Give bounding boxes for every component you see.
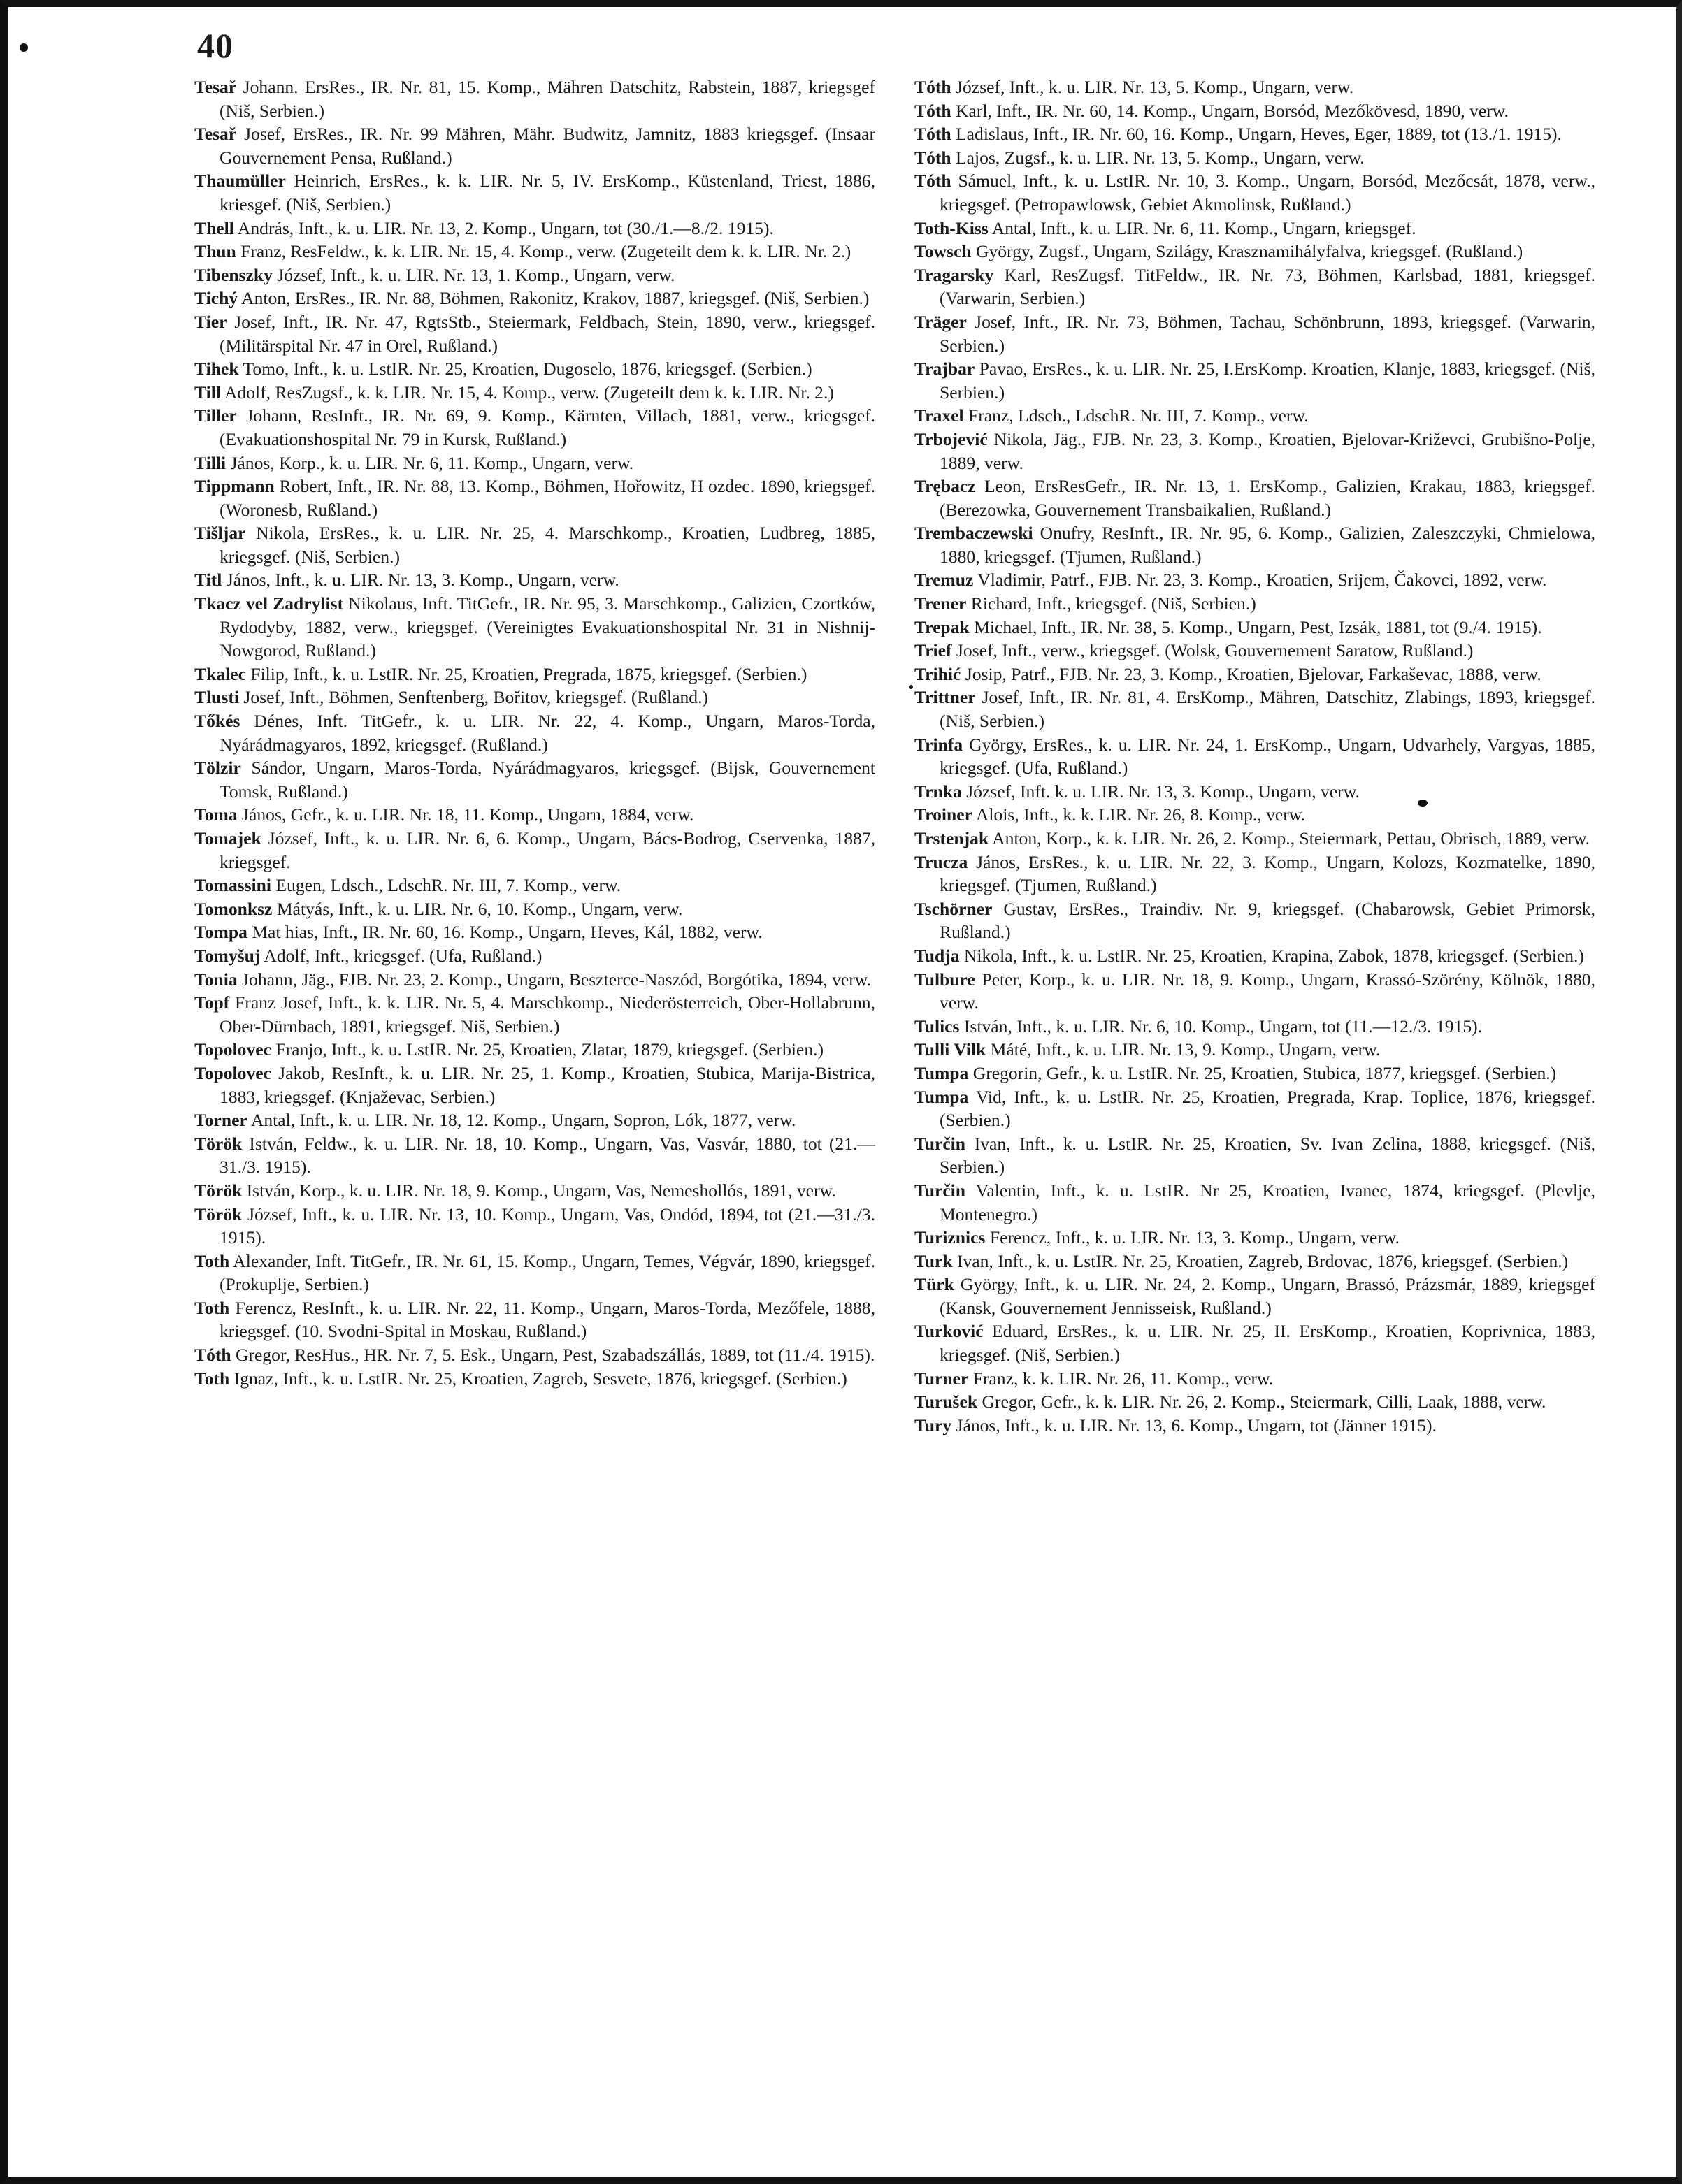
register-entry — [914, 733, 1595, 780]
entry-details: Dénes, Inft. TitGefr., k. u. LIR. Nr. 22, 4. Komp., Ungarn, Maros-Torda, Nyárádmagyaros, 1892, kriegsgef. (Rußland.) — [220, 711, 875, 755]
entry-surname: Titl — [194, 570, 222, 591]
entry-surname: Turk — [914, 1250, 953, 1271]
entry-surname: Trembaczewski — [914, 523, 1033, 544]
entry-details: József, Inft. k. u. LIR. Nr. 13, 3. Komp., Ungarn, verw. — [961, 781, 1360, 802]
entry-surname: Tulbure — [914, 969, 975, 990]
page-number: 40 — [197, 26, 233, 65]
entry-surname: Tkacz vel Zadrylist — [194, 593, 344, 614]
entry-details: Gustav, ErsRes., Traindiv. Nr. 9, kriegsgef. (Chabarowsk, Gebiet Primorsk, Rußland.) — [940, 898, 1595, 943]
entry-details: Nikola, Inft., k. u. LstIR. Nr. 25, Kroatien, Krapina, Zabok, 1878, kriegsgef. (Serbien.) — [959, 945, 1584, 966]
register-entry — [914, 1414, 1595, 1438]
entry-surname: Tulics — [914, 1015, 960, 1036]
entry-details: Adolf, ResZugsf., k. k. LIR. Nr. 15, 4. Komp., verw. (Zugeteilt dem k. k. LIR. Nr. 2.) — [220, 382, 834, 403]
entry-surname: Torner — [194, 1110, 247, 1131]
entry-details: Josef, Inft., IR. Nr. 81, 4. ErsKomp., Mähren, Datschitz, Zlabings, 1893, kriegsgef. (Niš, Serbien.) — [940, 687, 1595, 732]
entry-surname: Trittner — [914, 687, 976, 708]
register-entry — [914, 169, 1595, 216]
register-entry — [914, 357, 1595, 404]
entry-surname: Trębacz — [914, 476, 976, 497]
entry-details: Vid, Inft., k. u. LstIR. Nr. 25, Kroatien, Pregrada, Krap. Toplice, 1876, kriegsgef. (Serbien.) — [940, 1086, 1595, 1131]
register-entry — [914, 146, 1595, 170]
entry-surname: Trepak — [914, 616, 970, 637]
register-entry — [914, 827, 1595, 851]
entry-surname: Trucza — [914, 851, 968, 872]
entry-surname: Toth — [194, 1297, 230, 1318]
register-entry — [194, 568, 875, 592]
entry-surname: Tilli — [194, 452, 227, 473]
register-entry — [194, 169, 875, 216]
entry-details: András, Inft., k. u. LIR. Nr. 13, 2. Komp., Ungarn, tot (30./1.—8./2. 1915). — [233, 217, 774, 238]
register-entry — [194, 240, 875, 263]
entry-details: Franz, k. k. LIR. Nr. 26, 11. Komp., verw. — [968, 1368, 1274, 1389]
entry-details: Anton, Korp., k. k. LIR. Nr. 26, 2. Komp., Steiermark, Pettau, Obrisch, 1889, verw. — [989, 828, 1590, 848]
entry-surname: Tragarsky — [914, 264, 994, 285]
entry-details: Jakob, ResInft., k. u. LIR. Nr. 25, 1. Komp., Kroatien, Stubica, Marija-Bistrica, 1883, kriegsgef. (Knjaževac, Serbien.) — [220, 1062, 875, 1107]
entry-surname: Tóth — [914, 147, 951, 168]
register-entry — [194, 897, 875, 921]
register-entry — [914, 1015, 1595, 1039]
register-entry — [914, 521, 1595, 568]
register-entry — [194, 1343, 875, 1367]
entry-surname: Trajbar — [914, 359, 975, 379]
register-entry — [914, 310, 1595, 357]
entry-surname: Träger — [914, 311, 967, 332]
register-entry — [914, 122, 1595, 146]
entry-surname: Trstenjak — [914, 828, 989, 848]
entry-details: Karl, Inft., IR. Nr. 60, 14. Komp., Ungarn, Borsód, Mezőkövesd, 1890, verw. — [951, 100, 1509, 121]
entry-details: Josef, Inft., IR. Nr. 73, Böhmen, Tachau, Schönbrunn, 1893, kriegsgef. (Varwarin, Serbien.) — [940, 311, 1595, 356]
register-entry — [194, 357, 875, 381]
entry-details: Karl, ResZugsf. TitFeldw., IR. Nr. 73, Böhmen, Karlsbad, 1881, kriegsgef. (Varwarin, Serbien.) — [940, 264, 1595, 309]
entry-surname: Tóth — [194, 1345, 231, 1366]
register-entry — [194, 874, 875, 897]
register-entry — [194, 1038, 875, 1062]
register-entry — [914, 968, 1595, 1015]
entry-details: Anton, ErsRes., IR. Nr. 88, Böhmen, Rakonitz, Krakov, 1887, kriegsgef. (Niš, Serbien.) — [238, 288, 870, 309]
register-entry — [914, 475, 1595, 521]
entry-surname: Toth-Kiss — [914, 217, 989, 238]
entry-details: Adolf, Inft., kriegsgef. (Ufa, Rußland.) — [260, 945, 542, 966]
entry-details: Gregorin, Gefr., k. u. LstIR. Nr. 25, Kroatien, Stubica, 1877, kriegsgef. (Serbien.) — [968, 1062, 1557, 1083]
entry-details: Robert, Inft., IR. Nr. 88, 13. Komp., Böhmen, Hořowitz, H ozdec. 1890, kriegsgef. (Woronesb, Rußland.) — [220, 476, 875, 520]
entry-surname: Topolovec — [194, 1039, 271, 1060]
entry-details: Ivan, Inft., k. u. LstIR. Nr. 25, Kroatien, Zagreb, Brdovac, 1876, kriegsgef. (Serbien.) — [952, 1250, 1569, 1271]
entry-surname: Tlusti — [194, 687, 240, 708]
register-entry — [914, 568, 1595, 592]
entry-surname: Tompa — [194, 922, 247, 943]
register-entry — [914, 1179, 1595, 1226]
entry-surname: Tesař — [194, 124, 237, 145]
entry-details: Mátyás, Inft., k. u. LIR. Nr. 6, 10. Komp., Ungarn, verw. — [272, 898, 683, 919]
entry-details: Franz, Ldsch., LdschR. Nr. III, 7. Komp., verw. — [963, 405, 1309, 426]
entry-surname: Thell — [194, 217, 234, 238]
entry-surname: Tier — [194, 311, 227, 332]
register-entry — [914, 1226, 1595, 1250]
entry-surname: Turiznics — [914, 1227, 986, 1248]
entry-details: Gregor, ResHus., HR. Nr. 7, 5. Esk., Ungarn, Pest, Szabadszállás, 1889, tot (11./4. 1915). — [231, 1345, 875, 1366]
entry-details: János, Inft., k. u. LIR. Nr. 13, 3. Komp., Ungarn, verw. — [222, 570, 619, 591]
register-entry — [914, 1367, 1595, 1391]
entry-details: György, Inft., k. u. LIR. Nr. 24, 2. Komp., Ungarn, Brassó, Prázsmár, 1889, kriegsgef (Kansk, Gouvernement Jennisseisk, Rußland.) — [940, 1274, 1595, 1318]
entry-surname: Toth — [194, 1368, 230, 1389]
entry-surname: Tomassini — [194, 875, 272, 896]
register-entry — [194, 756, 875, 803]
entry-surname: Topf — [194, 992, 230, 1013]
entry-surname: Troiner — [914, 804, 972, 825]
entry-details: Josip, Patrf., FJB. Nr. 23, 3. Komp., Kroatien, Bjelovar, Farkaševac, 1888, verw. — [961, 663, 1541, 684]
entry-details: György, ErsRes., k. u. LIR. Nr. 24, 1. ErsKomp., Ungarn, Udvarhely, Vargyas, 1885, kriegsgef. (Ufa, Rußland.) — [940, 734, 1595, 779]
entry-details: Ferencz, ResInft., k. u. LIR. Nr. 22, 11. Komp., Ungarn, Maros-Torda, Mezőfele, 1888, kriegsgef. (10. Svodni-Spital in Moskau, Rußland.) — [220, 1297, 875, 1342]
entry-details: Antal, Inft., k. u. LIR. Nr. 18, 12. Komp., Ungarn, Sopron, Lók, 1877, verw. — [247, 1110, 796, 1131]
register-entry — [914, 1390, 1595, 1414]
entry-details: Vladimir, Patrf., FJB. Nr. 23, 3. Komp., Kroatien, Srijem, Čakovci, 1892, verw. — [973, 570, 1547, 591]
entry-surname: Trinfa — [914, 734, 963, 755]
entry-details: Gregor, Gefr., k. k. LIR. Nr. 26, 2. Komp., Steiermark, Cilli, Laak, 1888, verw. — [977, 1391, 1546, 1412]
entry-details: Franz, ResFeldw., k. k. LIR. Nr. 15, 4. Komp., verw. (Zugeteilt dem k. k. LIR. Nr. 2.) — [236, 241, 851, 262]
entry-details: Eduard, ErsRes., k. u. LIR. Nr. 25, II. ErsKomp., Kroatien, Koprivnica, 1883, kriegsgef. (Niš, Serbien.) — [940, 1321, 1595, 1366]
left-column — [194, 75, 875, 1390]
entry-details: Alexander, Inft. TitGefr., IR. Nr. 61, 15. Komp., Ungarn, Temes, Végvár, 1890, kriegsgef. (Prokuplje, Serbien.) — [220, 1250, 875, 1295]
register-entry — [914, 663, 1595, 686]
register-entry — [914, 803, 1595, 827]
entry-details: Heinrich, ErsRes., k. k. LIR. Nr. 5, IV. ErsKomp., Küstenland, Triest, 1886, kriesgef. (Niš, Serbien.) — [220, 171, 875, 215]
entry-surname: Tomonksz — [194, 898, 273, 919]
register-entry — [914, 1085, 1595, 1132]
entry-surname: Tihek — [194, 359, 239, 379]
entry-surname: Tesař — [194, 77, 237, 97]
entry-details: János, ErsRes., k. u. LIR. Nr. 22, 3. Komp., Ungarn, Kolozs, Kozmatelke, 1890, kriegsgef. (Tjumen, Rußland.) — [940, 851, 1595, 896]
entry-details: Onufry, ResInft., IR. Nr. 95, 6. Komp., Galizien, Zaleszczyki, Chmielowa, 1880, kriegsgef. (Tjumen, Rußland.) — [940, 523, 1595, 567]
entry-details: Josef, Inft., IR. Nr. 47, RgtsStb., Steiermark, Feldbach, Stein, 1890, verw., kriegsgef. (Militärspital Nr. 47 in Orel, Rußland.) — [220, 311, 875, 356]
entry-details: Richard, Inft., kriegsgef. (Niš, Serbien.) — [966, 593, 1256, 614]
register-entry — [194, 1367, 875, 1391]
entry-surname: Turković — [914, 1321, 984, 1342]
entry-details: Sándor, Ungarn, Maros-Torda, Nyárádmagyaros, kriegsgef. (Bijsk, Gouvernement Tomsk, Rußland.) — [220, 758, 875, 802]
register-entry — [914, 1319, 1595, 1366]
entry-surname: Tichý — [194, 288, 238, 309]
entry-details: Johann, Jäg., FJB. Nr. 23, 2. Komp., Ungarn, Beszterce-Naszód, Borgótika, 1894, verw. — [237, 969, 871, 990]
register-entry — [914, 1273, 1595, 1319]
register-entry — [914, 616, 1595, 639]
register-entry — [194, 381, 875, 405]
register-entry — [194, 920, 875, 944]
register-entry — [194, 451, 875, 475]
entry-surname: Turner — [914, 1368, 969, 1389]
register-entry — [914, 75, 1595, 99]
entry-surname: Tóth — [914, 171, 951, 191]
register-entry — [194, 263, 875, 287]
entry-details: Eugen, Ldsch., LdschR. Nr. III, 7. Komp., verw. — [271, 875, 621, 896]
entry-details: Nikola, ErsRes., k. u. LIR. Nr. 25, 4. Marschkomp., Kroatien, Ludbreg, 1885, kriegsgef. (Niš, Serbien.) — [220, 523, 875, 567]
register-entry — [194, 1296, 875, 1343]
entry-surname: Thaumüller — [194, 171, 286, 191]
entry-details: Tomo, Inft., k. u. LstIR. Nr. 25, Kroatien, Dugoselo, 1876, kriegsgef. (Serbien.) — [238, 359, 812, 379]
entry-details: Ferencz, Inft., k. u. LIR. Nr. 13, 3. Komp., Ungarn, verw. — [985, 1227, 1400, 1248]
entry-surname: Topolovec — [194, 1062, 271, 1083]
register-entry — [914, 1250, 1595, 1273]
entry-details: Valentin, Inft., k. u. LstIR. Nr 25, Kroatien, Ivanec, 1874, kriegsgef. (Plevlje, Montenegro.) — [940, 1180, 1595, 1224]
entry-details: István, Korp., k. u. LIR. Nr. 18, 9. Komp., Ungarn, Vas, Nemeshollós, 1891, verw. — [242, 1180, 836, 1201]
register-entry — [194, 1179, 875, 1203]
entry-surname: Turušek — [914, 1391, 978, 1412]
entry-details: Josef, Inft., Böhmen, Senftenberg, Bořitov, kriegsgef. (Rußland.) — [239, 687, 709, 708]
entry-surname: Tumpa — [914, 1062, 969, 1083]
entry-details: Franz Josef, Inft., k. k. LIR. Nr. 5, 4. Marschkomp., Niederösterreich, Ober-Hollabrunn, Ober-Dürnbach, 1891, kriegsgef. Niš, Serbien.) — [220, 992, 875, 1036]
register-entry — [914, 1132, 1595, 1179]
entry-details: Johann, ResInft., IR. Nr. 69, 9. Komp., Kärnten, Villach, 1881, verw., kriegsgef. (Evakuationshospital Nr. 79 in Kursk, Rußland.) — [220, 405, 875, 449]
entry-details: Franjo, Inft., k. u. LstIR. Nr. 25, Kroatien, Zlatar, 1879, kriegsgef. (Serbien.) — [271, 1039, 824, 1060]
entry-surname: Turčin — [914, 1133, 966, 1154]
entry-details: József, Inft., k. u. LIR. Nr. 6, 6. Komp., Ungarn, Bács-Bodrog, Cservenka, 1887, kriegsgef. — [220, 828, 875, 872]
register-entry — [914, 99, 1595, 123]
entry-surname: Török — [194, 1133, 243, 1154]
register-entry — [194, 686, 875, 709]
register-entry — [914, 404, 1595, 428]
register-entry — [194, 75, 875, 122]
entry-details: Ignaz, Inft., k. u. LstIR. Nr. 25, Kroatien, Zagreb, Sesvete, 1876, kriegsgef. (Serbien.) — [229, 1368, 847, 1389]
entry-details: Alois, Inft., k. k. LIR. Nr. 26, 8. Komp., verw. — [972, 804, 1305, 825]
entry-details: János, Gefr., k. u. LIR. Nr. 18, 11. Komp., Ungarn, 1884, verw. — [237, 804, 694, 825]
entry-details: Nikola, Jäg., FJB. Nr. 23, 3. Komp., Kroatien, Bjelovar-Križevci, Grubišno-Polje, 1889, verw. — [940, 428, 1595, 473]
entry-surname: Tišljar — [194, 523, 246, 544]
register-entry — [194, 404, 875, 451]
entry-surname: Tóth — [914, 124, 951, 145]
entry-surname: Tippmann — [194, 476, 275, 497]
entry-surname: Türk — [914, 1274, 954, 1295]
entry-details: Leon, ErsResGefr., IR. Nr. 13, 1. ErsKomp., Galizien, Krakau, 1883, kriegsgef. (Berezowka, Gouvernement Transbaikalien, Rußland.) — [940, 476, 1595, 520]
entry-details: Ladislaus, Inft., IR. Nr. 60, 16. Komp., Ungarn, Heves, Eger, 1889, tot (13./1. 1915). — [951, 124, 1562, 145]
entry-details: Antal, Inft., k. u. LIR. Nr. 6, 11. Komp., Ungarn, kriegsgef. — [988, 217, 1416, 238]
entry-details: Pavao, ErsRes., k. u. LIR. Nr. 25, I.ErsKomp. Kroatien, Klanje, 1883, kriegsgef. (Niš, Serbien.) — [940, 359, 1595, 403]
register-entry — [194, 475, 875, 521]
register-entry — [194, 287, 875, 310]
entry-details: József, Inft., k. u. LIR. Nr. 13, 5. Komp., Ungarn, verw. — [951, 77, 1354, 97]
entry-surname: Till — [194, 382, 221, 403]
entry-details: Josef, ErsRes., IR. Nr. 99 Mähren, Mähr. Budwitz, Jamnitz, 1883 kriegsgef. (Insaar Gouvernement Pensa, Rußland.) — [220, 124, 875, 168]
register-entry — [914, 592, 1595, 616]
register-entry — [194, 122, 875, 169]
entry-surname: Towsch — [914, 241, 972, 262]
entry-details: Filip, Inft., k. u. LstIR. Nr. 25, Kroatien, Pregrada, 1875, kriegsgef. (Serbien.) — [245, 663, 807, 684]
register-entry — [914, 217, 1595, 240]
entry-surname: Tury — [914, 1415, 952, 1435]
entry-surname: Tonia — [194, 969, 238, 990]
scan-speck — [909, 685, 913, 689]
entry-details: Ivan, Inft., k. u. LstIR. Nr. 25, Kroatien, Sv. Ivan Zelina, 1888, kriegsgef. (Niš, Serbien.) — [940, 1133, 1595, 1178]
entry-surname: Tomajek — [194, 828, 261, 848]
entry-details: Josef, Inft., verw., kriegsgef. (Wolsk, Gouvernement Saratow, Rußland.) — [951, 640, 1474, 661]
register-entry — [914, 240, 1595, 263]
register-entry — [194, 803, 875, 827]
entry-details: János, Korp., k. u. LIR. Nr. 6, 11. Komp., Ungarn, verw. — [226, 452, 634, 473]
register-entry — [194, 991, 875, 1038]
register-entry — [194, 1062, 875, 1108]
entry-surname: Toma — [194, 804, 238, 825]
right-column — [914, 75, 1595, 1437]
register-entry — [914, 263, 1595, 310]
entry-surname: Tiller — [194, 405, 237, 426]
entry-surname: Tomyšuj — [194, 945, 261, 966]
entry-details: János, Inft., k. u. LIR. Nr. 13, 6. Komp., Ungarn, tot (Jänner 1915). — [951, 1415, 1437, 1435]
register-entry — [194, 968, 875, 992]
register-entry — [194, 1132, 875, 1179]
register-entry — [914, 686, 1595, 732]
register-entry — [194, 1203, 875, 1250]
register-entry — [194, 592, 875, 663]
register-entry — [914, 851, 1595, 897]
entry-details: Michael, Inft., IR. Nr. 38, 5. Komp., Ungarn, Pest, Izsák, 1881, tot (9./4. 1915). — [969, 616, 1542, 637]
entry-details: Sámuel, Inft., k. u. LstIR. Nr. 10, 3. Komp., Ungarn, Borsód, Mezőcsát, 1878, verw., kriegsgef. (Petropawlowsk, Gebiet Akmolinsk, Rußland.) — [940, 171, 1595, 215]
entry-details: Johann. ErsRes., IR. Nr. 81, 15. Komp., Mähren Datschitz, Rabstein, 1887, kriegsgef (Niš, Serbien.) — [220, 77, 875, 121]
register-entry — [194, 310, 875, 357]
entry-surname: Turčin — [914, 1180, 966, 1201]
register-entry — [194, 1250, 875, 1296]
scan-speck — [20, 43, 28, 52]
register-entry — [914, 1038, 1595, 1062]
entry-surname: Tschörner — [914, 898, 993, 919]
register-entry — [194, 944, 875, 968]
entry-surname: Török — [194, 1180, 243, 1201]
entry-surname: Tumpa — [914, 1086, 969, 1107]
entry-surname: Thun — [194, 241, 236, 262]
entry-details: István, Feldw., k. u. LIR. Nr. 18, 10. Komp., Ungarn, Vas, Vasvár, 1880, tot (21.—31./3. 1915). — [220, 1133, 875, 1178]
register-entry — [194, 217, 875, 240]
entry-surname: Tóth — [914, 100, 951, 121]
entry-surname: Török — [194, 1203, 243, 1224]
register-entry — [914, 897, 1595, 944]
entry-details: Mat hias, Inft., IR. Nr. 60, 16. Komp., Ungarn, Heves, Kál, 1882, verw. — [247, 922, 763, 943]
entry-details: József, Inft., k. u. LIR. Nr. 13, 10. Komp., Ungarn, Vas, Ondód, 1894, tot (21.—31./3. 1915). — [220, 1203, 875, 1248]
entry-surname: Trihić — [914, 663, 961, 684]
entry-surname: Tóth — [914, 77, 951, 97]
register-entry — [914, 1062, 1595, 1085]
entry-surname: Tölzir — [194, 758, 241, 779]
entry-surname: Tulli Vilk — [914, 1039, 986, 1060]
entry-details: Lajos, Zugsf., k. u. LIR. Nr. 13, 5. Komp., Ungarn, verw. — [951, 147, 1365, 168]
entry-surname: Toth — [194, 1250, 230, 1271]
register-entry — [914, 428, 1595, 475]
register-entry — [914, 944, 1595, 968]
entry-surname: Tremuz — [914, 570, 974, 591]
entry-details: István, Inft., k. u. LIR. Nr. 6, 10. Komp., Ungarn, tot (11.—12./3. 1915). — [959, 1015, 1483, 1036]
entry-surname: Tőkés — [194, 711, 240, 732]
entry-surname: Trnka — [914, 781, 962, 802]
entry-surname: Tibenszky — [194, 264, 273, 285]
register-entry — [194, 663, 875, 686]
register-entry — [194, 709, 875, 756]
entry-details: Nikolaus, Inft. TitGefr., IR. Nr. 95, 3. Marschkomp., Galizien, Czortków, Rydodyby, 1882, verw., kriegsgef. (Vereinigtes Evakuationshospital Nr. 31 in Nishnij-Nowgorod, Rußland.) — [220, 593, 875, 661]
entry-details: György, Zugsf., Ungarn, Szilágy, Krasznamihályfalva, kriegsgef. (Rußland.) — [971, 241, 1523, 262]
entry-surname: Trbojević — [914, 428, 988, 449]
register-entry — [914, 639, 1595, 663]
register-entry — [194, 1108, 875, 1132]
register-entry — [194, 521, 875, 568]
entry-details: József, Inft., k. u. LIR. Nr. 13, 1. Komp., Ungarn, verw. — [272, 264, 675, 285]
entry-details: Peter, Korp., k. u. LIR. Nr. 18, 9. Komp., Ungarn, Krassó-Szörény, Kölnök, 1880, verw. — [940, 969, 1595, 1013]
entry-details: Máté, Inft., k. u. LIR. Nr. 13, 9. Komp., Ungarn, verw. — [986, 1039, 1381, 1060]
register-entry — [914, 780, 1595, 804]
entry-surname: Trener — [914, 593, 967, 614]
register-entry — [194, 827, 875, 874]
entry-surname: Traxel — [914, 405, 964, 426]
entry-surname: Tkalec — [194, 663, 246, 684]
entry-surname: Trief — [914, 640, 952, 661]
entry-surname: Tudja — [914, 945, 960, 966]
